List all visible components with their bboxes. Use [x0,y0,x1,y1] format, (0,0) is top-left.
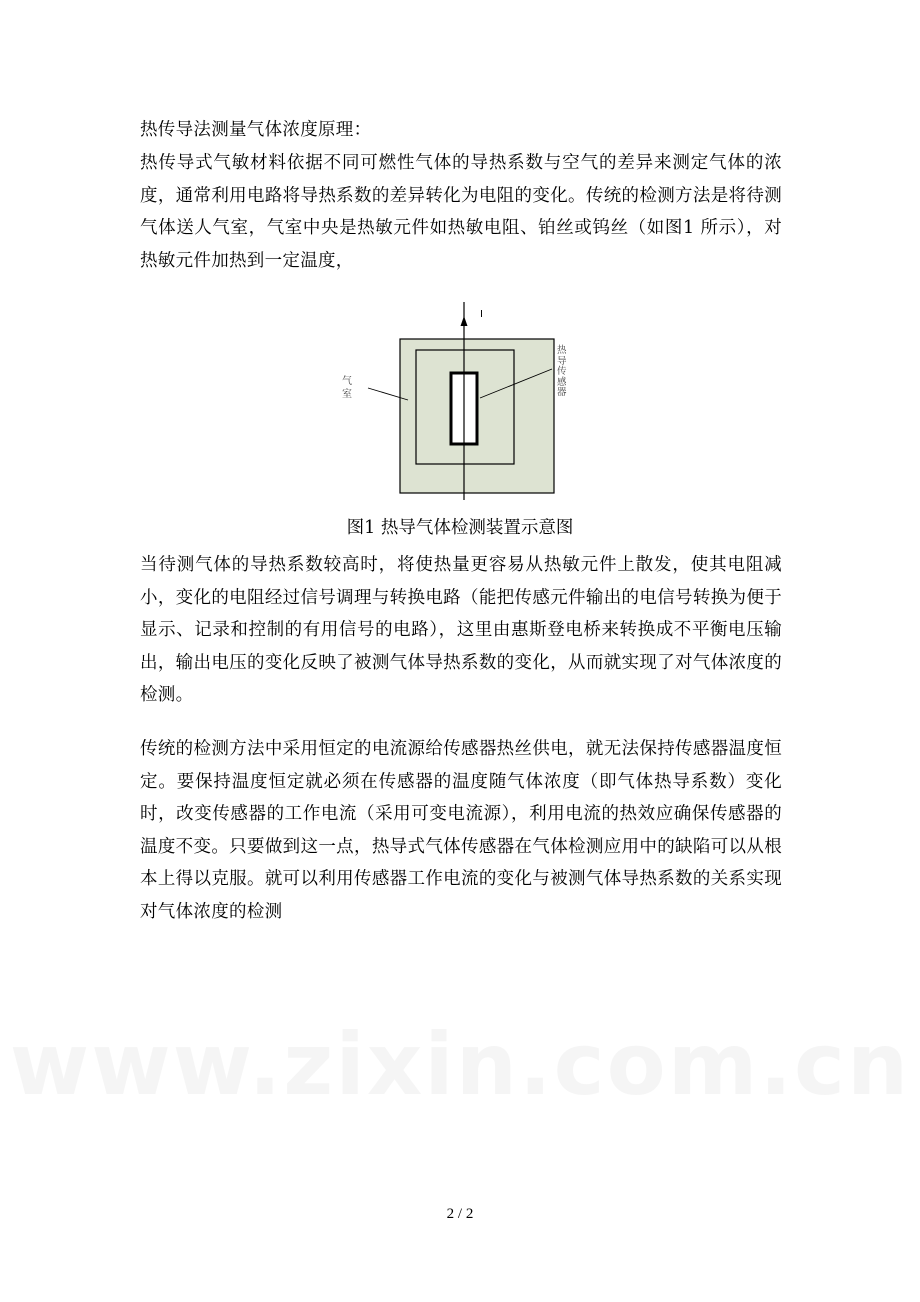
page-number: 2 / 2 [446,1206,474,1222]
paragraph-constant-temperature [140,733,782,928]
current-arrow [461,316,468,326]
section-heading [140,114,782,147]
paragraph-principle [140,147,782,277]
chamber-label: 气 室 [342,376,352,400]
sensor-label: 热导传感器 [557,345,567,398]
paragraph-3-text: 传统的检测方法中采用恒定的电流源给传感器热丝供电，就无法保持传感器温度恒定。要保持温度恒定就必须在传感器的温度随气体浓度（即气体热导系数）变化时，改变传感器的工作电流（采用可变电流源），利用电流的热效应确保传感器的温度不变。只要做到这一点，热导式气体传感器在气体检测应用中的缺陷可以从根本上得以克服。就可以利用传感器工作电流的变化与被测气体导热系数的关系实现对气体浓度的检测 [140,739,782,922]
paragraph-detection [140,549,782,712]
paragraph-1-text: 热传导式气敏材料依据不同可燃性气体的导热系数与空气的差异来测定气体的浓度，通常利用电路将导热系数的差异转化为电阻的变化。传统的检测方法是将待测气体送人气室，气室中央是热敏元件如热敏电阻、铂丝或钨丝（如图1 所示），对热敏元件加热到一定温度， [140,153,782,271]
paragraph-2-text: 当待测气体的导热系数较高时，将使热量更容易从热敏元件上散发，使其电阻减小，变化的电阻经过信号调理与转换电路（能把传感元件输出的电信号转换为便于显示、记录和控制的有用信号的电路），这里由惠斯登电桥来转换成不平衡电压输出，输出电压的变化反映了被测气体导热系数的变化，从而就实现了对气体浓度的检测。 [140,555,782,705]
figure-caption: 图1 热导气体检测装置示意图 [346,518,574,538]
figure-1-diagram [330,296,592,506]
heading-text: 热传导法测量气体浓度原理： [140,120,372,140]
current-label: I [480,309,483,320]
watermark: www.zixin.com.cn [9,1015,911,1115]
